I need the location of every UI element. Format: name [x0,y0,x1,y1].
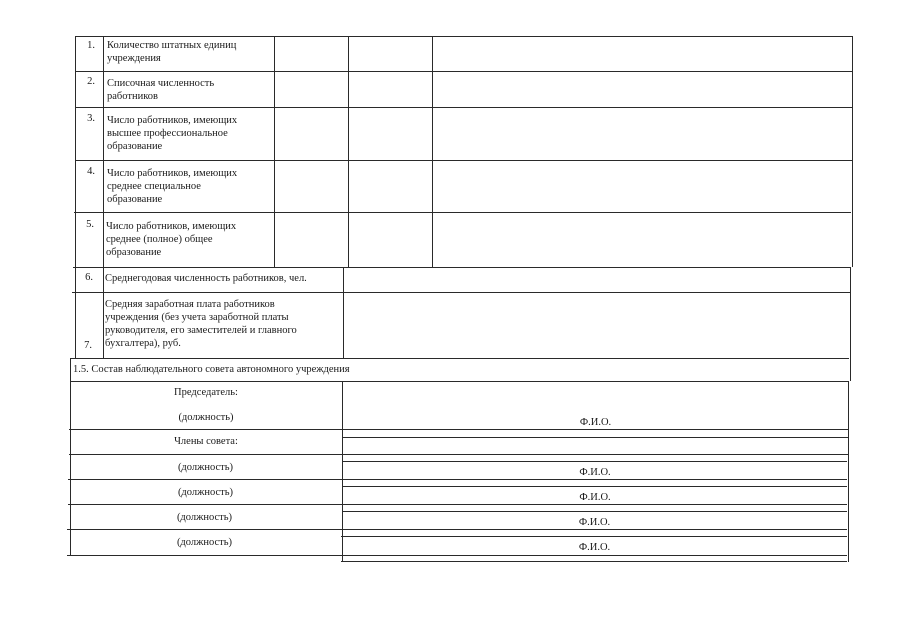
name-placeholder: Ф.И.О. [579,467,611,478]
row-number: 1. [87,40,95,51]
row-border [73,267,850,268]
row-label-line: Число работников, имеющих [106,221,237,232]
row-label-line: Число работников, имеющих [107,115,238,126]
row-border [67,555,847,556]
chair-label: Председатель: [174,387,238,398]
cell-border [342,486,847,487]
row-label-line: Количество штатных единиц [107,40,237,51]
members-label: Члены совета: [174,436,238,447]
cell-border [343,437,848,438]
col-border [343,267,344,358]
row-border [75,36,853,37]
row-number: 4. [87,166,95,177]
row-label-line: среднее специальное [107,181,201,192]
section-title: 1.5. Состав наблюдательного совета автономного учреждения [73,364,350,375]
col-border [850,267,851,381]
position-placeholder: (должность) [177,462,234,473]
col-border [848,381,849,562]
position-placeholder: (должность) [176,512,233,523]
col-border [274,36,275,267]
position-placeholder: (должность) [178,412,234,423]
row-number: 3. [87,113,95,124]
row-border [72,292,850,293]
row-label-line: образование [107,141,163,152]
row-border [74,212,851,213]
row-label-line: руководителя, его заместителей и главного [105,325,297,336]
row-number: 5. [86,219,94,230]
col-border [348,36,349,267]
name-placeholder: Ф.И.О. [578,542,611,553]
row-label-line: Списочная численность [107,78,215,89]
row-label-line: Число работников, имеющих [107,168,238,179]
name-placeholder: Ф.И.О. [578,517,611,528]
row-label-line: Средняя заработная плата работников [105,299,275,310]
row-border [71,358,849,359]
row-label-line: образование [106,247,162,258]
row-label-line: Среднегодовая численность работников, чел. [105,273,307,284]
cell-border [343,461,847,462]
row-number: 6. [85,272,93,283]
row-number: 2. [87,76,95,87]
row-label-line: бухгалтера), руб. [105,338,181,349]
col-border [432,36,433,267]
name-placeholder: Ф.И.О. [579,417,612,428]
row-label-line: среднее (полное) общее [106,234,213,245]
row-border [75,160,852,161]
row-label-line: образование [107,194,163,205]
row-label-line: высшее профессиональное [107,128,228,139]
name-placeholder: Ф.И.О. [579,492,611,503]
position-placeholder: (должность) [176,537,233,548]
row-border [70,381,849,382]
cell-border [341,536,847,537]
cell-border [341,561,847,562]
row-label-line: работников [107,91,158,102]
col-border [852,36,853,267]
row-border [75,71,852,72]
row-number: 7. [84,340,92,351]
row-border [75,107,852,108]
row-label-line: учреждения [107,53,161,64]
row-label-line: учреждения (без учета заработной платы [105,312,289,323]
cell-border [342,511,847,512]
position-placeholder: (должность) [177,487,234,498]
row-border [69,454,848,455]
